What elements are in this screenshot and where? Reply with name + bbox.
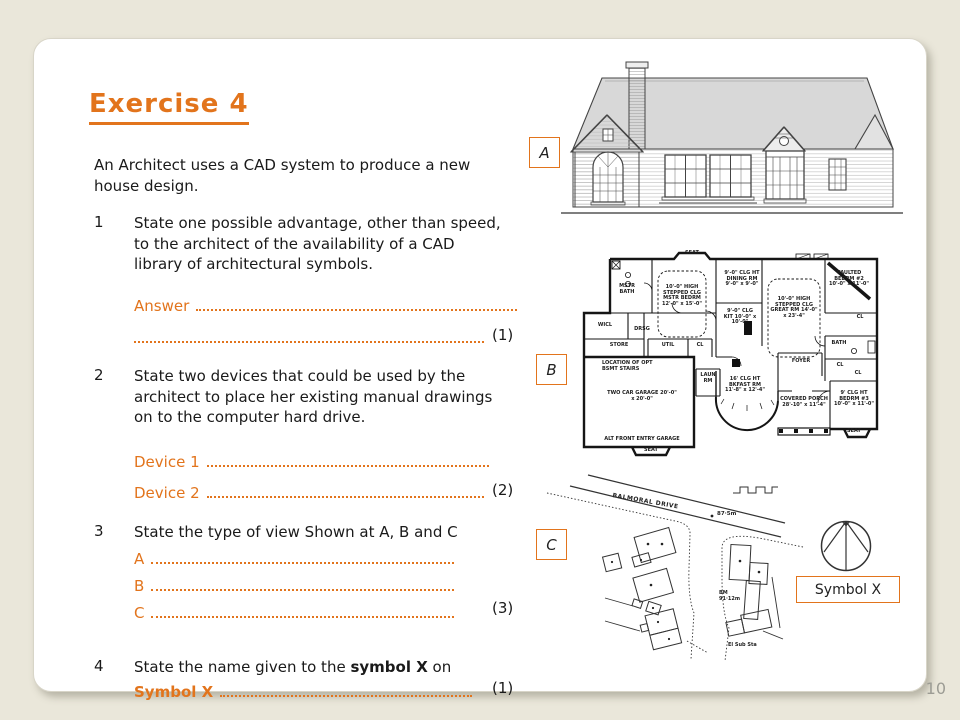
q3-mark: (3) bbox=[492, 599, 514, 617]
page-title: Exercise 4 bbox=[89, 89, 249, 125]
floorplan-label-store: STORE bbox=[609, 342, 629, 348]
page-number: 10 bbox=[925, 679, 946, 698]
figure-label-c: C bbox=[536, 529, 567, 560]
site-plan-figure bbox=[545, 473, 807, 665]
floorplan-label-drsg: DRSG bbox=[634, 326, 650, 332]
symbol-x-label-box bbox=[796, 576, 900, 603]
floor-plan-figure bbox=[582, 251, 894, 473]
floorplan-label-seat-right: SEAT bbox=[847, 428, 861, 434]
floorplan-label-wicl: WICL bbox=[597, 322, 613, 328]
answer-dotted-line bbox=[151, 616, 454, 618]
q3-a-label: A bbox=[134, 550, 145, 568]
q1-answer-line2 bbox=[134, 325, 486, 347]
floorplan-label-kit: 9'-0" CLG KIT 10'-0" x 10'-0" bbox=[723, 308, 757, 326]
floorplan-label-laun-rm: LAUN RM bbox=[700, 372, 716, 384]
q4-text-part1: State the name given to the bbox=[134, 658, 351, 676]
north-point-symbol bbox=[817, 517, 875, 575]
floorplan-label-seat-bottom: SEAT bbox=[644, 447, 658, 453]
house-elevation-drawing bbox=[557, 57, 907, 222]
house-elevation-figure bbox=[557, 57, 907, 222]
q2-device1-line bbox=[134, 449, 491, 471]
answer-dotted-line bbox=[207, 496, 484, 498]
floorplan-label-mstr-bedrm: 10'-0" HIGH STEPPED CLG MSTR BEDRM 12'-0" x 15'-0" bbox=[661, 284, 702, 307]
floorplan-label-bkfast: 16' CLG HT BKFAST RM 11'-8" x 12'-4" bbox=[724, 376, 765, 394]
q4-number: 4 bbox=[94, 657, 104, 675]
answer-dotted-line bbox=[151, 562, 454, 564]
answer-dotted-line bbox=[196, 309, 517, 311]
q3-row-a bbox=[134, 546, 456, 568]
floorplan-label-garage: TWO CAR GARAGE 20'-0" x 20'-0" bbox=[607, 390, 677, 402]
q4-mark: (1) bbox=[492, 679, 514, 697]
q4-answer-label: Symbol X bbox=[134, 683, 214, 701]
floorplan-label-util: UTIL bbox=[661, 342, 675, 348]
floorplan-label-bsmt-stairs: LOCATION OF OPT BSMT STAIRS bbox=[602, 360, 653, 372]
q2-mark: (2) bbox=[492, 481, 514, 499]
q3-row-c bbox=[134, 600, 456, 622]
q4-text-bold: symbol X bbox=[350, 658, 428, 676]
floorplan-label-porch: COVERED PORCH 28'-10" x 11'-4" bbox=[780, 396, 828, 408]
answer-dotted-line bbox=[207, 465, 489, 467]
floorplan-label-bedrm2: VAULTED BEDRM #2 10'-0" x 11'-0" bbox=[828, 270, 869, 288]
q2-number: 2 bbox=[94, 366, 104, 384]
answer-dotted-line bbox=[134, 341, 484, 343]
q1-answer-label: Answer bbox=[134, 297, 190, 315]
q2-device2-line bbox=[134, 480, 486, 502]
intro-text: An Architect uses a CAD system to produce a new house design. bbox=[94, 156, 471, 195]
floorplan-label-dining: 9'-0" CLG HT DINING RM 9'-0" x 9'-0" bbox=[724, 270, 760, 288]
q2-device2-label: Device 2 bbox=[134, 484, 200, 502]
floorplan-label-cl2: CL bbox=[856, 314, 864, 320]
q2-device1-label: Device 1 bbox=[134, 453, 200, 471]
siteplan-label-substation: El Sub Sta bbox=[728, 642, 757, 648]
q1-answer-line1 bbox=[134, 293, 519, 315]
siteplan-label-benchmark: BM 91·12m bbox=[719, 590, 741, 602]
q3-number: 3 bbox=[94, 522, 104, 540]
q1-number: 1 bbox=[94, 213, 104, 231]
floorplan-label-cl4: CL bbox=[854, 370, 862, 376]
answer-dotted-line bbox=[220, 695, 472, 697]
floorplan-label-cl1: CL bbox=[696, 342, 704, 348]
q1-mark: (1) bbox=[492, 326, 514, 344]
q4-text bbox=[134, 657, 534, 678]
symbol-x-label: Symbol X bbox=[814, 581, 882, 598]
figure-label-b: B bbox=[536, 354, 567, 385]
siteplan-label-road: BALMORAL DRIVE bbox=[611, 492, 680, 511]
floorplan-label-cl3: CL bbox=[836, 362, 844, 368]
q4-text-part2: on bbox=[427, 658, 452, 676]
floorplan-label-bath: BATH bbox=[831, 340, 847, 346]
floorplan-label-great-rm: 10'-0" HIGH STEPPED CLG GREAT RM 14'-0" x 23'-4" bbox=[770, 296, 818, 319]
q3-b-label: B bbox=[134, 577, 145, 595]
floorplan-label-alt-garage: ALT FRONT ENTRY GARAGE bbox=[604, 436, 680, 442]
q3-row-b bbox=[134, 573, 456, 595]
floorplan-label-mstr-bath: MSTR BATH bbox=[619, 283, 635, 295]
symbol-x-figure bbox=[817, 517, 875, 575]
floorplan-label-foyer: FOYER bbox=[791, 358, 811, 364]
q3-c-label: C bbox=[134, 604, 145, 622]
figure-label-a: A bbox=[529, 137, 560, 168]
q3-text: State the type of view Shown at A, B and C bbox=[134, 523, 458, 541]
q2-text: State two devices that could be used by the architect to place her existing manual drawings on to the computer hard drive. bbox=[134, 367, 493, 427]
floorplan-label-seat-top: SEAT bbox=[685, 250, 699, 256]
q4-answer-line bbox=[134, 679, 474, 701]
q1-text: State one possible advantage, other than speed, to the architect of the availability of a CAD library of architectural symbols. bbox=[134, 214, 501, 274]
answer-dotted-line bbox=[151, 589, 454, 591]
floorplan-label-bedrm3: 9' CLG HT BEDRM #3 10'-0" x 11'-0" bbox=[833, 390, 874, 408]
siteplan-label-spot-height: 87·5m bbox=[717, 511, 737, 517]
site-plan-drawing bbox=[545, 473, 807, 665]
